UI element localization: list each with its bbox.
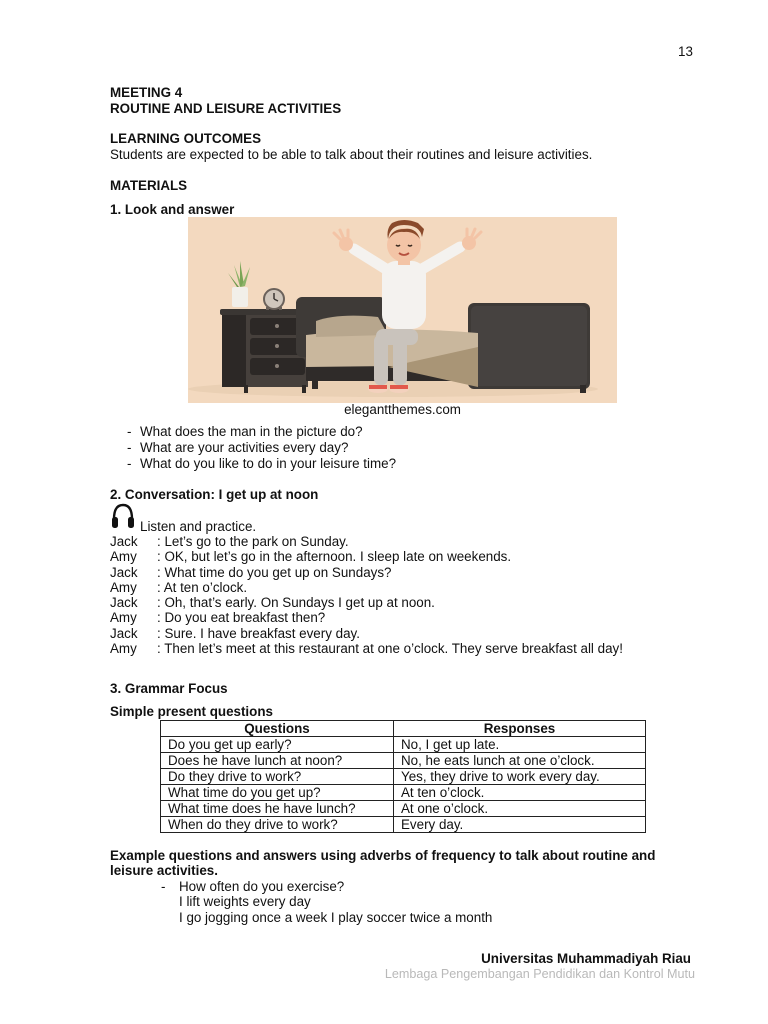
question-cell: What time do you get up? (161, 785, 394, 801)
response-cell: No, he eats lunch at one o’clock. (394, 753, 646, 769)
conversation (110, 534, 623, 656)
dialogue-line: Amy : At ten o’clock. (110, 579, 248, 595)
table-row (161, 753, 646, 769)
learning-outcomes-heading: LEARNING OUTCOMES (110, 131, 262, 146)
example-question: How often do you exercise? (179, 879, 345, 894)
question-list (127, 424, 396, 472)
table-row (161, 769, 646, 785)
table-row (161, 801, 646, 817)
example-heading-line2: leisure activities. (110, 863, 218, 878)
dialogue-line: Amy : Do you eat breakfast then? (110, 610, 326, 626)
response-cell: At one o’clock. (394, 801, 646, 817)
learning-outcomes-text: Students are expected to be able to talk about their routines and leisure activities. (110, 147, 593, 162)
example-answer: I go jogging once a week I play soccer twice a month (179, 909, 493, 925)
section2-heading (110, 487, 318, 503)
dialogue-line: Jack : Oh, that’s early. On Sundays I get up at noon. (110, 595, 435, 611)
alarm-clock (264, 289, 284, 310)
response-cell: Every day. (394, 817, 646, 833)
section2-number: 2. (110, 487, 122, 502)
image-caption: elegantthemes.com (344, 402, 461, 417)
meeting-number: MEETING 4 (110, 85, 183, 100)
man-waking-up-illustration (188, 217, 617, 403)
section3-title: Grammar Focus (124, 681, 228, 696)
section1-title: Look and answer (124, 202, 235, 217)
dialogue-line: Amy : Then let’s meet at this restaurant at one o’clock. They serve breakfast all day! (110, 641, 623, 657)
example-answer: I lift weights every day (179, 894, 311, 910)
question-cell: What time does he have lunch? (161, 801, 394, 817)
question-cell: When do they drive to work? (161, 817, 394, 833)
list-item: - What are your activities every day? (127, 440, 349, 455)
section3-heading (110, 681, 228, 697)
footer-university: Universitas Muhammadiyah Riau (481, 951, 691, 966)
section3-number: 3. (110, 681, 122, 696)
question-cell: Do you get up early? (161, 737, 394, 753)
list-item: - What do you like to do in your leisure time? (127, 456, 397, 471)
example-list (161, 879, 492, 925)
dialogue-line: Amy : OK, but let’s go in the afternoon. I sleep late on weekends. (110, 549, 512, 565)
dialogue-line: Jack : What time do you get up on Sundays? (110, 564, 392, 580)
response-cell: Yes, they drive to work every day. (394, 769, 646, 785)
page-number: 13 (678, 44, 693, 59)
response-cell: No, I get up late. (394, 737, 646, 753)
section2-title: Conversation: I get up at noon (124, 487, 319, 502)
simple-present-subheading: Simple present questions (110, 704, 273, 719)
list-item: - How often do you exercise? (161, 879, 345, 894)
listen-instruction: Listen and practice. (140, 519, 257, 534)
column-header-questions: Questions (161, 721, 394, 737)
section1-heading (110, 202, 234, 218)
table-header-row (161, 721, 646, 737)
example-heading-line1: Example questions and answers using adverbs of frequency to talk about routine and (110, 848, 656, 863)
headphones-icon (110, 502, 136, 530)
table-row (161, 817, 646, 833)
grammar-table (160, 720, 646, 833)
list-item: - What does the man in the picture do? (127, 424, 363, 439)
response-cell: At ten o’clock. (394, 785, 646, 801)
question-cell: Do they drive to work? (161, 769, 394, 785)
dialogue-line: Jack : Let’s go to the park on Sunday. (110, 534, 349, 549)
dialogue-line: Jack : Sure. I have breakfast every day. (110, 625, 360, 641)
footer-institution: Lembaga Pengembangan Pendidikan dan Kontrol Mutu (384, 967, 695, 981)
section1-number: 1. (110, 202, 122, 217)
table-row (161, 737, 646, 753)
materials-heading: MATERIALS (110, 178, 188, 193)
question-cell: Does he have lunch at noon? (161, 753, 394, 769)
column-header-responses: Responses (394, 721, 646, 737)
table-row (161, 785, 646, 801)
meeting-title: ROUTINE AND LEISURE ACTIVITIES (110, 101, 342, 116)
